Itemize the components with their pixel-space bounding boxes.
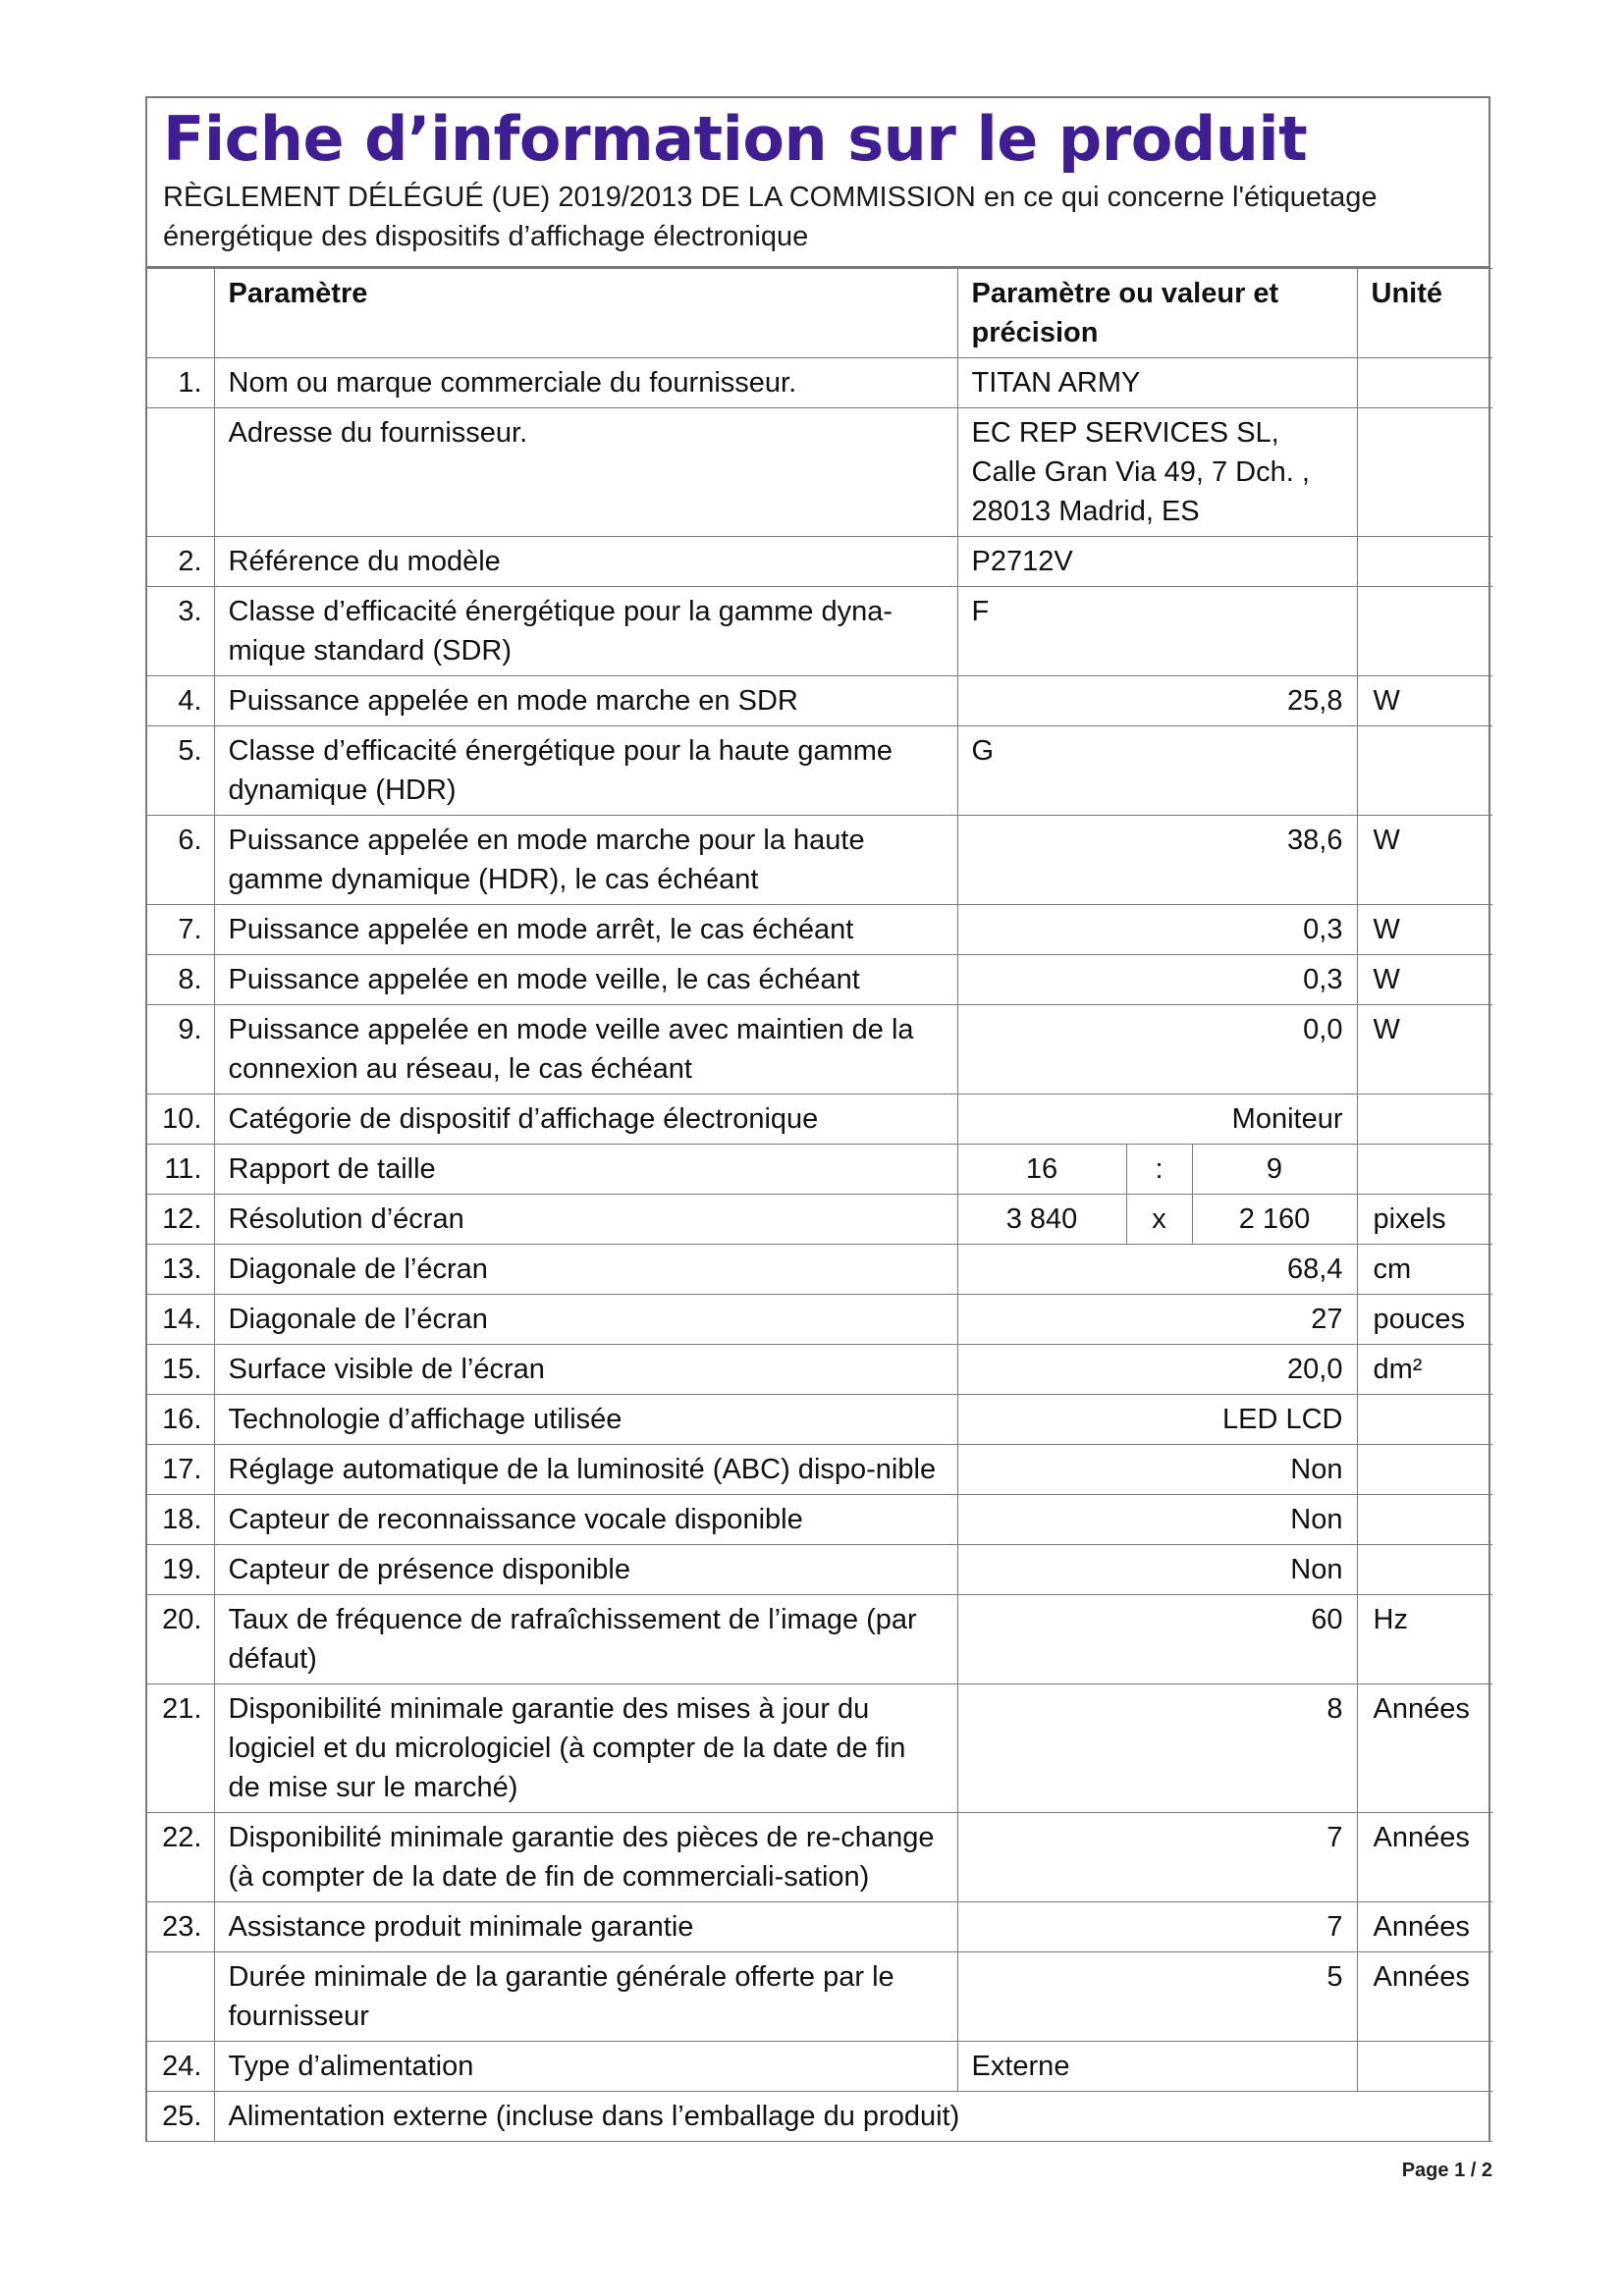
row-unit — [1357, 408, 1492, 537]
row-value: 8 — [957, 1684, 1357, 1813]
row-value: Non — [957, 1545, 1357, 1595]
row-unit: cm — [1357, 1245, 1492, 1295]
row-number: 20. — [147, 1595, 214, 1684]
row-unit — [1357, 2042, 1492, 2092]
document-header — [147, 98, 1489, 268]
row-unit: dm² — [1357, 1345, 1492, 1395]
row-unit: W — [1357, 1005, 1492, 1095]
table-row — [147, 955, 1492, 1005]
row-value-separator: x — [1126, 1195, 1192, 1245]
row-number: 15. — [147, 1345, 214, 1395]
row-value: 7 — [957, 1813, 1357, 1902]
row-number: 8. — [147, 955, 214, 1005]
row-parameter: Référence du modèle — [214, 537, 957, 587]
document-title: Fiche d’information sur le produit — [163, 103, 1308, 175]
row-unit — [1357, 1145, 1492, 1195]
table-row — [147, 1195, 1492, 1245]
table-row — [147, 1145, 1492, 1195]
row-value: LED LCD — [957, 1395, 1357, 1445]
table-row — [147, 408, 1492, 537]
row-parameter: Diagonale de l’écran — [214, 1295, 957, 1345]
row-value-second: 2 160 — [1192, 1195, 1357, 1245]
row-parameter: Adresse du fournisseur. — [214, 408, 957, 537]
row-number: 3. — [147, 587, 214, 676]
table-row — [147, 816, 1492, 905]
row-unit — [1357, 1445, 1492, 1495]
header-parameter: Paramètre — [214, 269, 957, 358]
row-value: Non — [957, 1495, 1357, 1545]
row-number: 10. — [147, 1095, 214, 1145]
regulation-subtitle: RÈGLEMENT DÉLÉGUÉ (UE) 2019/2013 DE LA COMMISSION en ce qui concerne l'étiquetage énergétique des dispositifs d’affichage électronique — [163, 182, 1378, 253]
row-parameter: Assistance produit minimale garantie — [214, 1902, 957, 1952]
row-parameter: Classe d’efficacité énergétique pour la haute gamme dynamique (HDR) — [214, 726, 957, 816]
row-value: 0,0 — [957, 1005, 1357, 1095]
page-number: Page 1 / 2 — [1401, 2160, 1492, 2181]
row-parameter: Nom ou marque commerciale du fournisseur. — [214, 358, 957, 408]
row-value: 7 — [957, 1902, 1357, 1952]
row-parameter: Puissance appelée en mode marche en SDR — [214, 676, 957, 726]
table-row — [147, 1445, 1492, 1495]
row-value: 68,4 — [957, 1245, 1357, 1295]
row-unit: Années — [1357, 1684, 1492, 1813]
row-number: 23. — [147, 1902, 214, 1952]
row-parameter: Rapport de taille — [214, 1145, 957, 1195]
table-row — [147, 2092, 1492, 2142]
row-parameter: Durée minimale de la garantie générale offerte par le fournisseur — [214, 1952, 957, 2042]
row-parameter: Capteur de présence disponible — [214, 1545, 957, 1595]
row-parameter: Technologie d’affichage utilisée — [214, 1395, 957, 1445]
row-number: 21. — [147, 1684, 214, 1813]
row-parameter: Capteur de reconnaissance vocale disponible — [214, 1495, 957, 1545]
table-row — [147, 1684, 1492, 1813]
table-row — [147, 1345, 1492, 1395]
row-number: 24. — [147, 2042, 214, 2092]
product-info-sheet — [145, 96, 1490, 2142]
row-value: 38,6 — [957, 816, 1357, 905]
row-number: 14. — [147, 1295, 214, 1345]
row-number: 9. — [147, 1005, 214, 1095]
row-unit — [1357, 1095, 1492, 1145]
row-number: 19. — [147, 1545, 214, 1595]
table-row — [147, 1295, 1492, 1345]
row-parameter: Surface visible de l’écran — [214, 1345, 957, 1395]
row-number: 5. — [147, 726, 214, 816]
table-row — [147, 2042, 1492, 2092]
row-number: 12. — [147, 1195, 214, 1245]
table-row — [147, 1813, 1492, 1902]
table-row — [147, 1952, 1492, 2042]
row-number: 1. — [147, 358, 214, 408]
row-unit: pixels — [1357, 1195, 1492, 1245]
row-unit: W — [1357, 905, 1492, 955]
row-parameter: Disponibilité minimale garantie des mises à jour du logiciel et du micrologiciel (à compter de la date de fin de mise sur le marché) — [214, 1684, 957, 1813]
row-parameter: Alimentation externe (incluse dans l’emballage du produit) — [214, 2092, 1492, 2142]
row-value-first: 16 — [957, 1145, 1126, 1195]
table-row — [147, 1902, 1492, 1952]
row-value-first: 3 840 — [957, 1195, 1126, 1245]
row-unit — [1357, 587, 1492, 676]
table-row — [147, 676, 1492, 726]
row-value: 60 — [957, 1595, 1357, 1684]
row-value: Non — [957, 1445, 1357, 1495]
row-unit: Années — [1357, 1902, 1492, 1952]
row-value: 0,3 — [957, 955, 1357, 1005]
row-parameter: Classe d’efficacité énergétique pour la gamme dyna-mique standard (SDR) — [214, 587, 957, 676]
row-number: 11. — [147, 1145, 214, 1195]
row-parameter: Réglage automatique de la luminosité (ABC) dispo-nible — [214, 1445, 957, 1495]
row-unit: W — [1357, 955, 1492, 1005]
row-value: 0,3 — [957, 905, 1357, 955]
table-row — [147, 905, 1492, 955]
row-number: 17. — [147, 1445, 214, 1495]
row-unit: Hz — [1357, 1595, 1492, 1684]
row-number: 7. — [147, 905, 214, 955]
table-row — [147, 1595, 1492, 1684]
row-unit: pouces — [1357, 1295, 1492, 1345]
table-row — [147, 1495, 1492, 1545]
row-number: 25. — [147, 2092, 214, 2142]
row-parameter: Catégorie de dispositif d’affichage électronique — [214, 1095, 957, 1145]
row-value: Externe — [957, 2042, 1357, 2092]
row-number: 2. — [147, 537, 214, 587]
row-number: 13. — [147, 1245, 214, 1295]
table-row — [147, 1095, 1492, 1145]
row-unit — [1357, 1495, 1492, 1545]
row-parameter: Résolution d’écran — [214, 1195, 957, 1245]
row-unit — [1357, 537, 1492, 587]
row-value: F — [957, 587, 1357, 676]
header-unit: Unité — [1357, 269, 1492, 358]
row-number: 18. — [147, 1495, 214, 1545]
table-row — [147, 537, 1492, 587]
header-value: Paramètre ou valeur et précision — [957, 269, 1357, 358]
row-unit: W — [1357, 816, 1492, 905]
row-value: EC REP SERVICES SL, Calle Gran Via 49, 7 Dch. , 28013 Madrid, ES — [957, 408, 1357, 537]
row-number — [147, 1952, 214, 2042]
row-number: 22. — [147, 1813, 214, 1902]
table-row — [147, 358, 1492, 408]
row-unit: W — [1357, 676, 1492, 726]
parameter-table — [147, 268, 1492, 2142]
table-header-row — [147, 269, 1492, 358]
table-row — [147, 726, 1492, 816]
row-value-separator: : — [1126, 1145, 1192, 1195]
header-number — [147, 269, 214, 358]
row-number: 6. — [147, 816, 214, 905]
row-value-second: 9 — [1192, 1145, 1357, 1195]
row-unit — [1357, 726, 1492, 816]
row-parameter: Puissance appelée en mode veille, le cas échéant — [214, 955, 957, 1005]
table-row — [147, 587, 1492, 676]
row-value: P2712V — [957, 537, 1357, 587]
row-parameter: Puissance appelée en mode veille avec maintien de la connexion au réseau, le cas échéant — [214, 1005, 957, 1095]
row-value: 20,0 — [957, 1345, 1357, 1395]
row-value: Moniteur — [957, 1095, 1357, 1145]
row-value: 5 — [957, 1952, 1357, 2042]
row-number — [147, 408, 214, 537]
row-parameter: Type d’alimentation — [214, 2042, 957, 2092]
row-unit: Années — [1357, 1952, 1492, 2042]
row-number: 16. — [147, 1395, 214, 1445]
row-unit — [1357, 358, 1492, 408]
row-unit: Années — [1357, 1813, 1492, 1902]
table-row — [147, 1005, 1492, 1095]
row-unit — [1357, 1545, 1492, 1595]
row-parameter: Diagonale de l’écran — [214, 1245, 957, 1295]
table-row — [147, 1245, 1492, 1295]
row-parameter: Puissance appelée en mode marche pour la haute gamme dynamique (HDR), le cas échéant — [214, 816, 957, 905]
table-row — [147, 1395, 1492, 1445]
row-parameter: Puissance appelée en mode arrêt, le cas échéant — [214, 905, 957, 955]
row-value: 27 — [957, 1295, 1357, 1345]
row-value: 25,8 — [957, 676, 1357, 726]
row-number: 4. — [147, 676, 214, 726]
row-value: TITAN ARMY — [957, 358, 1357, 408]
row-value: G — [957, 726, 1357, 816]
row-unit — [1357, 1395, 1492, 1445]
table-row — [147, 1545, 1492, 1595]
row-parameter: Taux de fréquence de rafraîchissement de l’image (par défaut) — [214, 1595, 957, 1684]
row-parameter: Disponibilité minimale garantie des pièces de re-change (à compter de la date de fin de commerciali-sation) — [214, 1813, 957, 1902]
